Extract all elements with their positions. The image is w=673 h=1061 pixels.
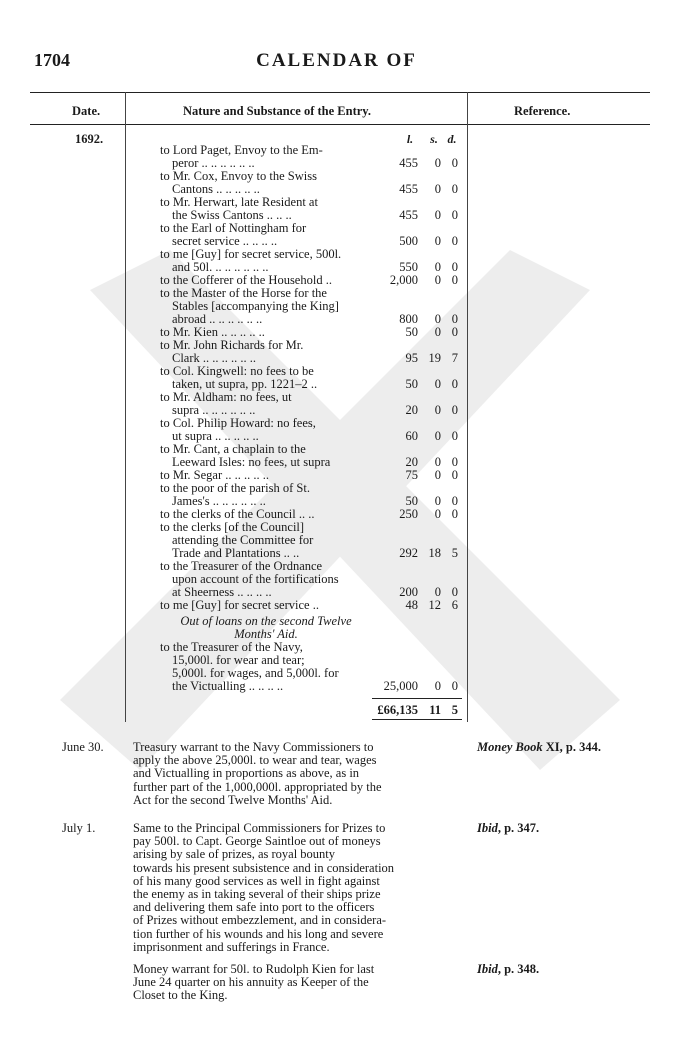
item-amount-pounds: 75 (405, 468, 418, 482)
entry-line: pay 500l. to Capt. George Saintloe out of moneys (133, 834, 381, 849)
total-bottom-rule (372, 719, 462, 720)
item-line: Trade and Plantations .. .. (172, 547, 300, 560)
item-line: the Swiss Cantons .. .. .. (172, 209, 292, 222)
item-line: to the Cofferer of the Household .. (160, 274, 332, 287)
reference-column-header: Reference. (514, 104, 571, 118)
entry-line: and Victualling in proportions as above, as in (133, 766, 360, 781)
item-amount-pounds: 800 (399, 312, 418, 326)
pounds-heading: l. (406, 132, 414, 146)
item-amount-shillings: 0 (434, 208, 441, 222)
item-amount-pence: 6 (451, 598, 458, 612)
item-line: the Victualling .. .. .. .. (172, 680, 284, 693)
item-description (160, 287, 372, 326)
item-description (160, 274, 372, 287)
item-amount-shillings: 18 (428, 546, 441, 560)
entry-line: of his many good services as well in fight against (133, 873, 380, 888)
item-line: supra .. .. .. .. .. .. (172, 404, 256, 417)
item-amount-pence: 0 (451, 507, 458, 521)
total-pence: 5 (451, 703, 458, 717)
item-description (160, 508, 372, 521)
item-amount-shillings: 0 (434, 325, 441, 339)
item-amount-pence: 0 (451, 325, 458, 339)
item-amount-pounds: 50 (405, 377, 418, 391)
item-line: to Mr. Cox, Envoy to the Swiss (160, 170, 317, 183)
entry-line: June 24 quarter on his annuity as Keeper of the (133, 975, 369, 990)
item-amount-pence: 0 (451, 260, 458, 274)
item-line: to Mr. Aldham: no fees, ut (160, 391, 292, 404)
item-description (160, 560, 372, 599)
item-description (160, 641, 372, 693)
item-line: to the Treasurer of the Navy, (160, 641, 303, 654)
item-line: 5,000l. for wages, and 5,000l. for (172, 667, 339, 680)
item-amount-pence: 0 (451, 234, 458, 248)
item-line: to the Master of the Horse for the (160, 287, 327, 300)
entry-reference (477, 963, 652, 976)
item-description (160, 365, 372, 391)
entry-text (133, 822, 460, 954)
loans-heading-line: Months' Aid. (234, 627, 298, 641)
item-amount-pence: 0 (451, 679, 458, 693)
item-amount-shillings: 0 (434, 507, 441, 521)
entry-line: Money warrant for 50l. to Rudolph Kien for last (133, 962, 375, 976)
item-line: peror .. .. .. .. .. .. (172, 157, 255, 170)
entry-line: arising by sale of prizes, as royal bounty (133, 847, 336, 862)
item-amount-pence: 0 (451, 208, 458, 222)
entry-line: of Prizes without embezzlement, and in considera- (133, 913, 387, 928)
item-amount-shillings: 0 (434, 260, 441, 274)
item-description (160, 144, 372, 170)
reference-book: Ibid (477, 821, 498, 835)
item-amount-pence: 0 (451, 403, 458, 417)
reference-book: Ibid (477, 962, 498, 976)
item-amount-shillings: 0 (434, 468, 441, 482)
item-description (160, 170, 372, 196)
item-amount-pounds: 2,000 (389, 273, 418, 287)
item-line: to Col. Philip Howard: no fees, (160, 417, 316, 430)
total-rule (372, 698, 462, 699)
item-description (160, 443, 372, 469)
item-line: Clark .. .. .. .. .. .. (172, 352, 257, 365)
item-line: taken, ut supra, pp. 1221–2 .. (172, 378, 318, 391)
item-amount-pence: 5 (451, 546, 458, 560)
item-line: secret service .. .. .. .. (172, 235, 278, 248)
item-amount-pounds: 500 (399, 234, 418, 248)
year-label: 1692. (75, 132, 104, 146)
total-pounds: £66,135 (377, 703, 418, 717)
item-description (160, 417, 372, 443)
entry-reference (477, 822, 652, 835)
item-description (160, 599, 372, 612)
item-line: at Sheerness .. .. .. .. (172, 586, 272, 599)
entry-line: tion further of his wounds and his long and severe (133, 926, 384, 941)
page-number: 1704 (34, 50, 70, 70)
reference-column-rule (467, 92, 468, 722)
item-amount-pence: 0 (451, 312, 458, 326)
item-line: to the poor of the parish of St. (160, 482, 310, 495)
item-amount-pounds: 200 (399, 585, 418, 599)
item-line: to Mr. Segar .. .. .. .. .. (160, 469, 270, 482)
item-line: abroad .. .. .. .. .. .. (172, 313, 263, 326)
item-amount-pounds: 48 (405, 598, 418, 612)
item-line: ut supra .. .. .. .. .. (172, 430, 259, 443)
item-line: upon account of the fortifications (172, 573, 339, 586)
item-amount-pence: 0 (451, 494, 458, 508)
item-line: and 50l. .. .. .. .. .. .. (172, 261, 269, 274)
item-amount-pounds: 60 (405, 429, 418, 443)
entry-line: imprisonment and sufferings in France. (133, 939, 330, 954)
item-amount-pounds: 20 (405, 403, 418, 417)
entry-reference (477, 741, 652, 754)
item-amount-pounds: 455 (399, 156, 418, 170)
item-amount-pounds: 292 (399, 546, 418, 560)
shillings-heading: s. (430, 132, 438, 146)
item-line: to Col. Kingwell: no fees to be (160, 365, 314, 378)
item-amount-shillings: 0 (434, 585, 441, 599)
loans-heading-line: Out of loans on the second Twelve (180, 614, 352, 628)
entry-text (133, 963, 460, 1003)
entry-line: apply the above 25,000l. to wear and tear, wages (133, 753, 377, 768)
item-line: to me [Guy] for secret service .. (160, 599, 319, 612)
entry-line: Act for the second Twelve Months' Aid. (133, 792, 333, 807)
item-line: to Lord Paget, Envoy to the Em- (160, 144, 323, 157)
item-line: to Mr. Kien .. .. .. .. .. (160, 326, 265, 339)
entry-line: and delivering them safe into port to the officers (133, 900, 375, 915)
entry-line: Treasury warrant to the Navy Commissioners to (133, 740, 374, 754)
item-description (160, 196, 372, 222)
entry-line: further part of the 1,000,000l. appropriated by the (133, 779, 382, 794)
reference-detail: , p. 347. (497, 821, 540, 835)
entry-line: Same to the Principal Commissioners for Prizes to (133, 821, 386, 835)
item-description (160, 339, 372, 365)
item-amount-shillings: 0 (434, 494, 441, 508)
date-column-header: Date. (72, 104, 101, 118)
pence-heading: d. (447, 132, 457, 146)
item-amount-shillings: 0 (434, 273, 441, 287)
item-line: to the Earl of Nottingham for (160, 222, 307, 235)
item-amount-pence: 0 (451, 182, 458, 196)
entry-line: towards his present subsistence and in consideration (133, 860, 395, 875)
item-amount-shillings: 0 (434, 679, 441, 693)
item-amount-shillings: 0 (434, 403, 441, 417)
item-amount-shillings: 0 (434, 182, 441, 196)
item-amount-pounds: 50 (405, 494, 418, 508)
item-amount-pence: 0 (451, 429, 458, 443)
item-line: attending the Committee for (172, 534, 314, 547)
item-amount-pence: 0 (451, 377, 458, 391)
item-description (160, 222, 372, 248)
item-line: to Mr. Herwart, late Resident at (160, 196, 318, 209)
item-description (160, 469, 372, 482)
nature-column-header: Nature and Substance of the Entry. (183, 104, 371, 118)
reference-detail: , p. 348. (497, 962, 540, 976)
item-amount-pounds: 20 (405, 455, 418, 469)
item-amount-pence: 0 (451, 455, 458, 469)
item-description (160, 326, 372, 339)
reference-detail: XI, p. 344. (542, 740, 601, 754)
running-title: CALENDAR OF (256, 50, 417, 71)
item-amount-pence: 7 (451, 351, 458, 365)
table-head-rule (30, 124, 650, 125)
item-line: Cantons .. .. .. .. .. (172, 183, 260, 196)
item-amount-pence: 0 (451, 156, 458, 170)
item-amount-shillings: 0 (434, 455, 441, 469)
entry-line: Closet to the King. (133, 988, 228, 1003)
item-amount-shillings: 0 (434, 234, 441, 248)
item-line: Leeward Isles: no fees, ut supra (172, 456, 331, 469)
item-line: to the Treasurer of the Ordnance (160, 560, 323, 573)
item-amount-pounds: 250 (399, 507, 418, 521)
item-line: to Mr. John Richards for Mr. (160, 339, 304, 352)
item-amount-pounds: 455 (399, 208, 418, 222)
item-amount-pence: 0 (451, 585, 458, 599)
item-description (160, 248, 372, 274)
item-amount-pounds: 455 (399, 182, 418, 196)
item-amount-shillings: 0 (434, 312, 441, 326)
item-description (160, 482, 372, 508)
item-amount-pence: 0 (451, 468, 458, 482)
entry-date: June 30. (62, 740, 104, 754)
item-line: to the clerks [of the Council] (160, 521, 305, 534)
date-column-rule (125, 92, 126, 722)
item-amount-shillings: 0 (434, 377, 441, 391)
item-amount-pence: 0 (451, 273, 458, 287)
entry-date: July 1. (62, 821, 96, 835)
total-shillings: 11 (429, 703, 441, 717)
item-amount-pounds: 50 (405, 325, 418, 339)
item-amount-shillings: 0 (434, 156, 441, 170)
item-line: 15,000l. for wear and tear; (172, 654, 305, 667)
loans-subheading (160, 615, 372, 641)
item-line: to Mr. Cant, a chaplain to the (160, 443, 306, 456)
item-description (160, 521, 372, 560)
item-amount-shillings: 0 (434, 429, 441, 443)
item-line: to me [Guy] for secret service, 500l. (160, 248, 342, 261)
item-line: to the clerks of the Council .. .. (160, 508, 315, 521)
table-top-rule (30, 92, 650, 93)
reference-book: Money Book (477, 740, 543, 754)
entry-line: the enemy as in taking several of their ships prize (133, 887, 381, 902)
item-description (160, 391, 372, 417)
item-line: James's .. .. .. .. .. .. (172, 495, 266, 508)
item-amount-pounds: 550 (399, 260, 418, 274)
item-amount-shillings: 19 (428, 351, 441, 365)
item-amount-pounds: 95 (405, 351, 418, 365)
item-amount-pounds: 25,000 (383, 679, 418, 693)
entry-text (133, 741, 460, 807)
item-amount-shillings: 12 (428, 598, 441, 612)
item-line: Stables [accompanying the King] (172, 300, 339, 313)
